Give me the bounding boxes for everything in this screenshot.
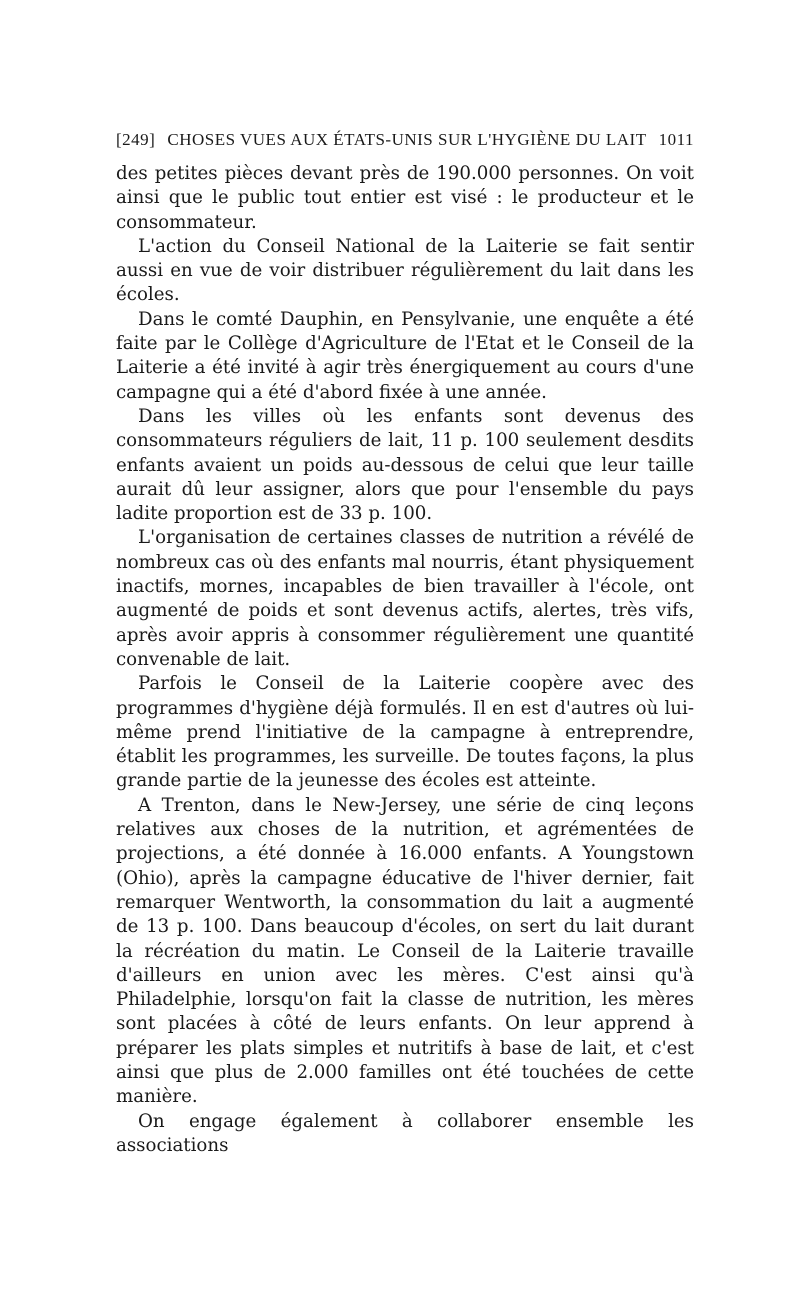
running-header	[116, 130, 694, 150]
paragraph: Dans le comté Dauphin, en Pensylvanie, une enquête a été faite par le Collège d'Agriculture de l'Etat et le Conseil de la Laiterie a été invité à agir très énergiquement au cours d'une campagne qui a été d'abord fixée à une année.	[116, 308, 694, 403]
paragraph: des petites pièces devant près de 190.000 personnes. On voit ainsi que le public tout entier est visé : le producteur et le consommateur.	[116, 163, 694, 233]
book-page	[116, 130, 694, 1158]
page-number: 1011	[658, 130, 694, 149]
page-reference: [249]	[116, 130, 156, 149]
paragraph: L'action du Conseil National de la Laiterie se fait sentir aussi en vue de voir distribuer régulièrement du lait dans les écoles.	[116, 235, 694, 306]
body-text	[116, 162, 694, 1158]
paragraph: On engage également à collaborer ensemble les associations	[116, 1110, 694, 1156]
paragraph: Dans les villes où les enfants sont devenus des consommateurs réguliers de lait, 11 p. 100 seulement desdits enfants avaient un poids au-dessous de celui que leur taille aurait dû leur assigner, alors que pour l'ensemble du pays ladite proportion est de 33 p. 100.	[116, 405, 694, 525]
paragraph: L'organisation de certaines classes de nutrition a révélé de nombreux cas où des enfants mal nourris, étant physiquement inactifs, mornes, incapables de bien travailler à l'école, ont augmenté de poids et sont devenus actifs, alertes, très vifs, après avoir appris à consommer régulièrement une quantité convenable de lait.	[116, 527, 694, 670]
paragraph: A Trenton, dans le New-Jersey, une série de cinq leçons relatives aux choses de la nutrition, et agrémentées de projections, a été donnée à 16.000 enfants. A Youngstown (Ohio), après la campagne éducative de l'hiver dernier, fait remarquer Wentworth, la consommation du lait a augmenté de 13 p. 100. Dans beaucoup d'écoles, on sert du lait durant la récréation du matin. Le Conseil de la Laiterie travaille d'ailleurs en union avec les mères. C'est ainsi qu'à Philadelphie, lorsqu'on fait la classe de nutrition, les mères sont placées à côté de leurs enfants. On leur apprend à préparer les plats simples et nutritifs à base de lait, et c'est ainsi que plus de 2.000 familles ont été touchées de cette manière.	[116, 794, 694, 1108]
running-title: CHOSES VUES AUX ÉTATS-UNIS SUR L'HYGIÈNE DU LAIT	[167, 130, 647, 149]
paragraph: Parfois le Conseil de la Laiterie coopère avec des programmes d'hygiène déjà formulés. Il en est d'autres où lui-même prend l'initiative de la campagne à entreprendre, établit les programmes, les surveille. De toutes façons, la plus grande partie de la jeunesse des écoles est atteinte.	[116, 673, 694, 792]
